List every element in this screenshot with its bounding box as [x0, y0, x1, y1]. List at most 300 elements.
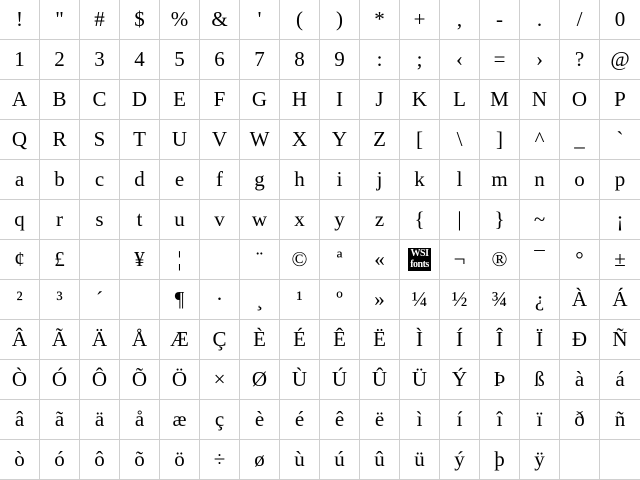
glyph-character: G [251, 87, 268, 111]
glyph-character: . [536, 7, 543, 31]
glyph-cell [120, 0, 160, 40]
glyph-cell [120, 200, 160, 240]
glyph-character: 5 [174, 47, 185, 71]
glyph-cell [240, 40, 280, 80]
glyph-cell [0, 120, 40, 160]
glyph-cell [320, 280, 360, 320]
glyph-character: " [55, 7, 64, 31]
glyph-cell [320, 40, 360, 80]
glyph-character: ( [296, 7, 303, 31]
glyph-character: © [291, 247, 308, 271]
glyph-cell [280, 200, 320, 240]
glyph-cell [320, 360, 360, 400]
glyph-cell [480, 320, 520, 360]
glyph-cell [80, 160, 120, 200]
glyph-character: › [536, 47, 543, 71]
glyph-character: l [456, 167, 463, 191]
glyph-character: ï [536, 407, 543, 431]
glyph-cell [80, 440, 120, 480]
glyph-character: ð [574, 407, 585, 431]
glyph-cell [0, 40, 40, 80]
glyph-cell [120, 80, 160, 120]
glyph-character: % [170, 7, 189, 31]
glyph-cell [520, 200, 560, 240]
glyph-cell [280, 280, 320, 320]
glyph-character: ÷ [213, 447, 226, 471]
glyph-character: Ã [51, 327, 68, 351]
glyph-cell [40, 40, 80, 80]
glyph-cell [600, 440, 640, 480]
glyph-character: Ö [171, 367, 188, 391]
glyph-cell [160, 360, 200, 400]
glyph-character: o [574, 167, 585, 191]
glyph-character: - [496, 7, 503, 31]
glyph-cell [280, 240, 320, 280]
glyph-character: ~ [533, 207, 546, 231]
glyph-cell [240, 360, 280, 400]
glyph-cell [240, 200, 280, 240]
glyph-character: ô [94, 447, 105, 471]
glyph-cell [520, 280, 560, 320]
glyph-character: Ï [536, 327, 543, 351]
glyph-cell [400, 280, 440, 320]
glyph-cell [240, 440, 280, 480]
glyph-character: · [216, 287, 223, 311]
glyph-character: Û [371, 367, 388, 391]
glyph-inverted-label [408, 248, 431, 271]
glyph-character: \ [456, 127, 463, 151]
glyph-character: 2 [54, 47, 65, 71]
glyph-inverted-line1: WSI [410, 248, 429, 259]
glyph-cell [520, 40, 560, 80]
glyph-character: } [494, 207, 505, 231]
glyph-character: ' [257, 7, 262, 31]
glyph-character: Z [373, 127, 386, 151]
glyph-cell [0, 320, 40, 360]
glyph-cell [560, 0, 600, 40]
glyph-character: ² [16, 287, 23, 311]
glyph-character: Õ [131, 367, 148, 391]
glyph-cell [120, 440, 160, 480]
glyph-cell [520, 320, 560, 360]
glyph-character: = [493, 47, 506, 71]
glyph-character: Ú [331, 367, 348, 391]
glyph-character: J [375, 87, 384, 111]
glyph-cell [120, 280, 160, 320]
glyph-cell [160, 40, 200, 80]
glyph-cell [80, 40, 120, 80]
glyph-character: w [251, 207, 268, 231]
glyph-character: ÿ [534, 447, 545, 471]
glyph-cell [400, 160, 440, 200]
glyph-character: ü [414, 447, 425, 471]
glyph-cell [0, 0, 40, 40]
glyph-character: £ [54, 247, 65, 271]
glyph-cell [120, 400, 160, 440]
glyph-character: õ [134, 447, 145, 471]
glyph-cell [320, 80, 360, 120]
glyph-character: V [211, 127, 228, 151]
glyph-cell [600, 120, 640, 160]
glyph-cell [360, 40, 400, 80]
glyph-character: m [491, 167, 508, 191]
glyph-character: L [453, 87, 466, 111]
glyph-cell [360, 320, 400, 360]
glyph-character: é [294, 407, 305, 431]
glyph-cell [400, 200, 440, 240]
glyph-character: , [456, 7, 463, 31]
glyph-cell [40, 360, 80, 400]
glyph-cell [480, 120, 520, 160]
glyph-character: ¿ [534, 287, 545, 311]
glyph-cell [200, 440, 240, 480]
glyph-cell [240, 240, 280, 280]
glyph-character: s [95, 207, 104, 231]
glyph-cell [320, 0, 360, 40]
glyph-character: Ü [411, 367, 428, 391]
glyph-cell [240, 400, 280, 440]
glyph-character: Ê [333, 327, 346, 351]
glyph-character: ª [336, 247, 343, 271]
glyph-cell [440, 80, 480, 120]
glyph-cell [240, 80, 280, 120]
glyph-cell [520, 80, 560, 120]
glyph-character: ¥ [134, 247, 145, 271]
glyph-character: R [52, 127, 67, 151]
glyph-cell [160, 240, 200, 280]
glyph-character: ´ [96, 287, 103, 311]
glyph-cell [600, 320, 640, 360]
glyph-cell [440, 200, 480, 240]
glyph-cell [560, 240, 600, 280]
glyph-cell [80, 0, 120, 40]
glyph-cell [240, 120, 280, 160]
glyph-character: S [93, 127, 106, 151]
glyph-cell [480, 200, 520, 240]
glyph-character: x [294, 207, 305, 231]
glyph-character: B [52, 87, 67, 111]
glyph-character: $ [134, 7, 145, 31]
glyph-character: 3 [94, 47, 105, 71]
glyph-cell [120, 120, 160, 160]
glyph-character: Â [11, 327, 28, 351]
glyph-cell [280, 440, 320, 480]
glyph-cell [480, 280, 520, 320]
glyph-cell [80, 400, 120, 440]
glyph-cell [240, 0, 280, 40]
glyph-character: ^ [534, 127, 545, 151]
glyph-cell [160, 200, 200, 240]
glyph-cell [440, 360, 480, 400]
glyph-character: Ì [416, 327, 423, 351]
glyph-character: « [374, 247, 385, 271]
glyph-character: { [414, 207, 425, 231]
glyph-character: Þ [493, 367, 506, 391]
glyph-cell [320, 200, 360, 240]
glyph-character: H [291, 87, 308, 111]
glyph-character: ¹ [296, 287, 303, 311]
glyph-character: X [291, 127, 308, 151]
glyph-character: ¯ [534, 247, 545, 271]
glyph-character: ó [54, 447, 65, 471]
glyph-character: Î [496, 327, 503, 351]
glyph-character: Ò [11, 367, 28, 391]
glyph-cell [160, 120, 200, 160]
glyph-cell [280, 40, 320, 80]
glyph-character: Å [131, 327, 148, 351]
glyph-character: @ [610, 47, 630, 71]
glyph-cell [200, 80, 240, 120]
glyph-character: ) [336, 7, 343, 31]
glyph-cell [440, 440, 480, 480]
glyph-character: ò [14, 447, 25, 471]
glyph-cell [40, 320, 80, 360]
glyph-cell [200, 360, 240, 400]
glyph-cell [560, 40, 600, 80]
glyph-character: ê [334, 407, 345, 431]
glyph-character: g [254, 167, 265, 191]
glyph-character: c [94, 167, 105, 191]
glyph-character: Ç [212, 327, 227, 351]
glyph-cell [560, 80, 600, 120]
glyph-character: Q [11, 127, 28, 151]
glyph-cell [320, 320, 360, 360]
glyph-character: Ñ [612, 327, 628, 351]
glyph-cell [240, 280, 280, 320]
glyph-cell [0, 440, 40, 480]
glyph-character: Ù [291, 367, 308, 391]
glyph-cell [600, 360, 640, 400]
glyph-character: 0 [614, 7, 626, 31]
glyph-cell [520, 400, 560, 440]
glyph-character: ` [616, 127, 624, 151]
glyph-character: á [615, 367, 625, 391]
glyph-cell [240, 320, 280, 360]
glyph-character: D [131, 87, 148, 111]
glyph-character: K [411, 87, 428, 111]
glyph-cell [560, 320, 600, 360]
glyph-cell [520, 120, 560, 160]
glyph-character: ö [174, 447, 185, 471]
glyph-character: ú [334, 447, 345, 471]
glyph-cell [0, 160, 40, 200]
glyph-character: 4 [134, 47, 145, 71]
glyph-character: ¡ [616, 207, 624, 231]
glyph-cell [400, 80, 440, 120]
glyph-character: ù [294, 447, 305, 471]
glyph-cell [280, 80, 320, 120]
glyph-character: ã [54, 407, 65, 431]
glyph-character: * [374, 7, 385, 31]
glyph-cell [440, 40, 480, 80]
glyph-cell [600, 280, 640, 320]
glyph-character: Í [456, 327, 463, 351]
glyph-character: p [614, 167, 626, 191]
glyph-character: à [574, 367, 585, 391]
glyph-cell [0, 240, 40, 280]
glyph-cell [360, 200, 400, 240]
glyph-character: C [92, 87, 107, 111]
glyph-cell [80, 320, 120, 360]
glyph-character: 9 [334, 47, 345, 71]
glyph-cell [280, 120, 320, 160]
glyph-character: F [213, 87, 226, 111]
glyph-character: + [413, 7, 426, 31]
glyph-cell [160, 0, 200, 40]
glyph-character: 1 [14, 47, 25, 71]
glyph-character: u [174, 207, 185, 231]
glyph-character: ¸ [256, 287, 263, 311]
glyph-character: Ë [373, 327, 386, 351]
glyph-character: ë [374, 407, 385, 431]
glyph-character: 8 [294, 47, 305, 71]
glyph-cell [400, 320, 440, 360]
glyph-cell [0, 360, 40, 400]
glyph-character: O [571, 87, 588, 111]
glyph-cell [200, 400, 240, 440]
glyph-character: À [571, 287, 588, 311]
glyph-character: å [134, 407, 145, 431]
glyph-character: j [376, 167, 383, 191]
glyph-cell [400, 360, 440, 400]
glyph-character: b [54, 167, 65, 191]
glyph-character: # [94, 7, 105, 31]
glyph-cell [560, 280, 600, 320]
glyph-cell [480, 440, 520, 480]
glyph-cell [360, 0, 400, 40]
glyph-cell [200, 320, 240, 360]
glyph-cell [480, 80, 520, 120]
glyph-character: â [14, 407, 25, 431]
glyph-cell [480, 40, 520, 80]
glyph-character: ! [16, 7, 23, 31]
glyph-cell [80, 360, 120, 400]
glyph-character: » [374, 287, 385, 311]
glyph-character: 6 [214, 47, 225, 71]
glyph-cell [600, 80, 640, 120]
glyph-character: ; [416, 47, 423, 71]
glyph-character: Ð [571, 327, 588, 351]
glyph-cell [120, 240, 160, 280]
glyph-cell [280, 160, 320, 200]
glyph-character: z [374, 207, 385, 231]
glyph-cell [440, 320, 480, 360]
glyph-character: | [457, 207, 462, 231]
glyph-cell [480, 0, 520, 40]
glyph-character: ç [214, 407, 225, 431]
glyph-cell [400, 0, 440, 40]
glyph-character: è [254, 407, 265, 431]
glyph-cell [280, 400, 320, 440]
glyph-character: I [336, 87, 343, 111]
glyph-cell [200, 200, 240, 240]
glyph-character: û [374, 447, 385, 471]
glyph-cell [280, 360, 320, 400]
glyph-cell [560, 120, 600, 160]
glyph-cell [200, 280, 240, 320]
glyph-cell [520, 240, 560, 280]
glyph-character: È [253, 327, 266, 351]
glyph-character: & [211, 7, 228, 31]
glyph-character: º [336, 287, 343, 311]
glyph-character: Y [331, 127, 348, 151]
glyph-cell [240, 160, 280, 200]
glyph-character: t [136, 207, 143, 231]
glyph-cell [440, 280, 480, 320]
glyph-cell [560, 200, 600, 240]
glyph-cell [480, 160, 520, 200]
glyph-cell [0, 280, 40, 320]
glyph-cell [480, 240, 520, 280]
glyph-character: ñ [614, 407, 626, 431]
glyph-cell [520, 360, 560, 400]
glyph-cell [400, 440, 440, 480]
glyph-cell [520, 0, 560, 40]
glyph-character: W [249, 127, 270, 151]
glyph-character: Ý [451, 367, 468, 391]
glyph-character: × [213, 367, 226, 391]
glyph-cell [40, 440, 80, 480]
glyph-character: / [576, 7, 583, 31]
glyph-cell [40, 80, 80, 120]
glyph-cell [400, 400, 440, 440]
glyph-cell [120, 40, 160, 80]
glyph-character: ³ [56, 287, 63, 311]
glyph-character: í [456, 407, 463, 431]
glyph-character: v [214, 207, 225, 231]
glyph-cell [80, 80, 120, 120]
glyph-character: P [614, 87, 626, 111]
glyph-cell [280, 320, 320, 360]
glyph-inverted-line2: fonts [410, 258, 429, 270]
glyph-character: a [14, 167, 25, 191]
glyph-character: ì [416, 407, 423, 431]
glyph-cell [80, 120, 120, 160]
glyph-character: ¢ [14, 247, 25, 271]
glyph-character: k [414, 167, 425, 191]
glyph-character: ¼ [411, 287, 428, 311]
glyph-character: ý [454, 447, 465, 471]
glyph-cell [320, 120, 360, 160]
glyph-cell [440, 0, 480, 40]
glyph-cell [120, 160, 160, 200]
glyph-character: Ø [251, 367, 268, 391]
glyph-character: f [216, 167, 223, 191]
glyph-cell [200, 40, 240, 80]
glyph-character: A [11, 87, 28, 111]
glyph-cell [120, 320, 160, 360]
glyph-character: ½ [451, 287, 468, 311]
glyph-cell [200, 240, 240, 280]
glyph-cell [320, 160, 360, 200]
glyph-character: Æ [170, 327, 189, 351]
glyph-cell [400, 240, 440, 280]
glyph-cell [600, 240, 640, 280]
glyph-cell [440, 240, 480, 280]
glyph-cell [160, 440, 200, 480]
glyph-cell [600, 200, 640, 240]
glyph-cell [0, 400, 40, 440]
glyph-character: ± [614, 247, 626, 271]
glyph-cell [80, 200, 120, 240]
glyph-cell [200, 120, 240, 160]
glyph-character: ø [254, 447, 265, 471]
glyph-character: q [14, 207, 25, 231]
glyph-cell [40, 0, 80, 40]
glyph-cell [160, 400, 200, 440]
glyph-cell [560, 400, 600, 440]
glyph-character: : [376, 47, 383, 71]
